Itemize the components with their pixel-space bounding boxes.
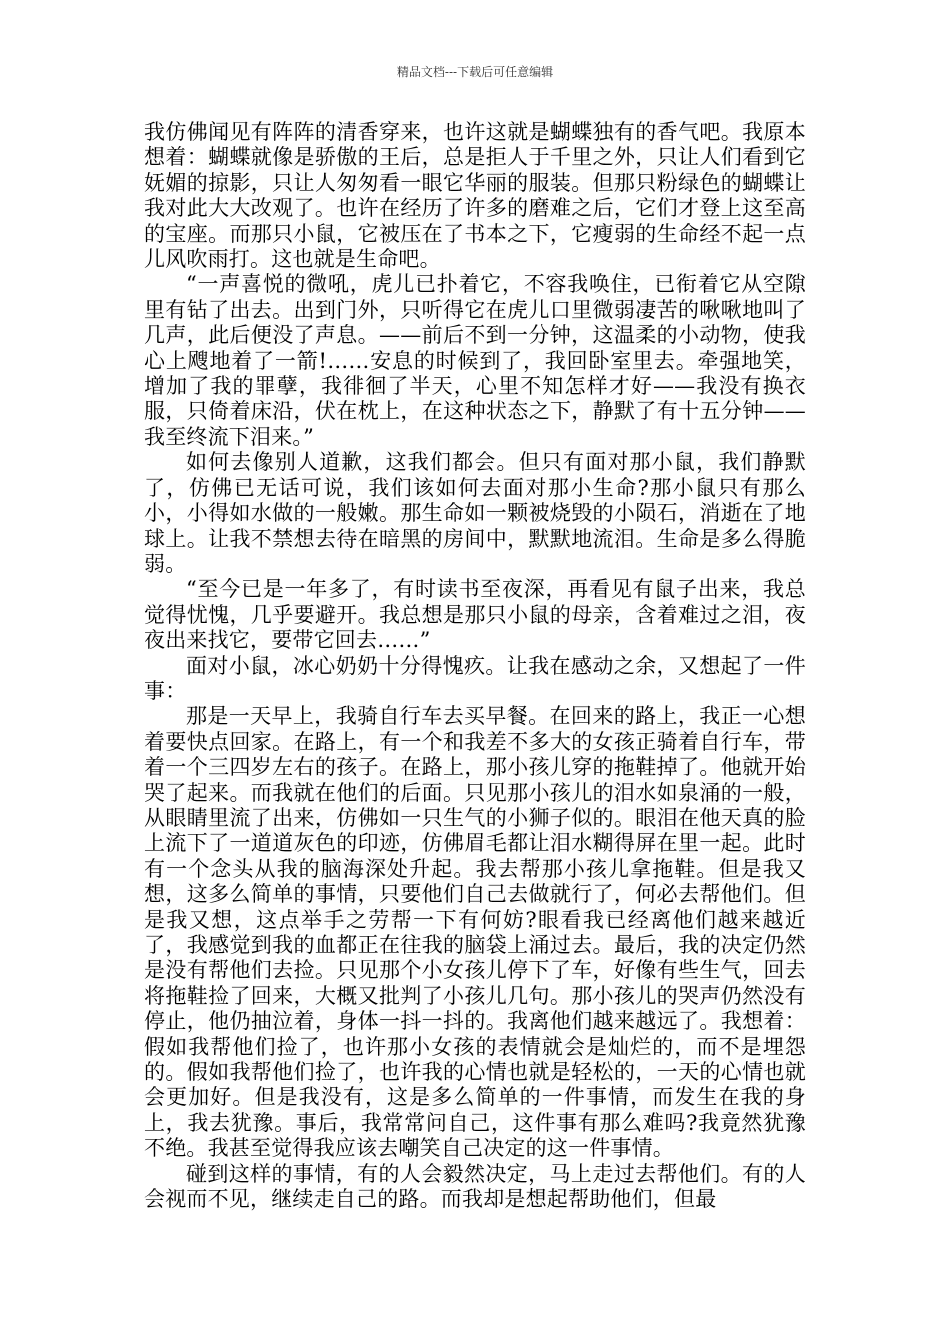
paragraph-6: 那是一天早上，我骑自行车去买早餐。在回来的路上，我正一心想着要快点回家。在路上，有一个和我差不多大的女孩正骑着自行车，带着一个三四岁左右的孩子。在路上，那小孩儿穿的拖鞋掉了。他就开始哭了起来。而我就在他们的后面。只见那小孩儿的泪水如泉涌的一般，从眼睛里流了出来，仿佛如一只生气的小狮子似的。眼泪在他天真的脸上流下了一道道灰色的印迹，仿佛眉毛都让泪水糊得屏在里一起。此时有一个念头从我的脑海深处升起。我去帮那小孩儿拿拖鞋。但是我又想，这多么简单的事情，只要他们自己去做就行了，何必去帮他们。但是我又想，这点举手之劳帮一下有何妨?眼看我已经离他们越来越近了，我感觉到我的血都正在往我的脑袋上涌过去。最后，我的决定仍然是没有帮他们去捡。只见那个小女孩儿停下了车，好像有些生气，回去将拖鞋捡了回来，大概又批判了小孩儿几句。那小孩儿的哭声仍然没有停止，他仍抽泣着，身体一抖一抖的。我离他们越来越远了。我想着：假如我帮他们捡了，也许那小女孩的表情就会是灿烂的，而不是埋怨的。假如我帮他们捡了，也许我的心情也就是轻松的，一天的心情也就会更加好。但是我没有，这是多么简单的一件事情，而发生在我的身上，我去犹豫。事后，我常常问自己，这件事有那么难吗?我竟然犹豫不绝。我甚至觉得我应该去嘲笑自己决定的这一件事情。 bbox=[144, 704, 806, 1161]
paragraph-7: 碰到这样的事情，有的人会毅然决定，马上走过去帮他们。有的人会视而不见，继续走自己的路。而我却是想起帮助他们，但最 bbox=[144, 1161, 806, 1212]
paragraph-5: 面对小鼠，冰心奶奶十分得愧疚。让我在感动之余，又想起了一件事： bbox=[144, 653, 806, 703]
paragraph-4: “至今已是一年多了，有时读书至夜深，再看见有鼠子出来，我总觉得忧愧，几乎要避开。我总想是那只小鼠的母亲，含着难过之泪，夜夜出来找它，要带它回去……” bbox=[144, 577, 806, 653]
document-body bbox=[144, 120, 806, 1212]
paragraph-3: 如何去像别人道歉，这我们都会。但只有面对那小鼠，我们静默了，仿佛已无话可说，我们该如何去面对那小生命?那小鼠只有那么小，小得如水做的一般嫩。那生命如一颗被烧毁的小陨石，消逝在了地球上。让我不禁想去待在暗黑的房间中，默默地流泪。生命是多么得脆弱。 bbox=[144, 450, 806, 576]
paragraph-2: “一声喜悦的微吼，虎儿已扑着它，不容我唤住，已衔着它从空隙里有钻了出去。出到门外，只听得它在虎儿口里微弱凄苦的啾啾地叫了几声，此后便没了声息。——前后不到一分钟，这温柔的小动物，使我心上飕地着了一箭!……安息的时候到了，我回卧室里去。牵强地笑，增加了我的罪孽，我徘徊了半天，心里不知怎样才好——我没有换衣服，只倚着床沿，伏在枕上，在这种状态之下，静默了有十五分钟——我至终流下泪来。” bbox=[144, 272, 806, 449]
page-header: 精品文档---下载后可任意编辑 bbox=[396, 65, 554, 79]
paragraph-1: 我仿佛闻见有阵阵的清香穿来，也许这就是蝴蝶独有的香气吧。我原本想着：蝴蝶就像是骄傲的王后，总是拒人于千里之外，只让人们看到它妩媚的掠影，只让人匆匆看一眼它华丽的服装。但那只粉绿色的蝴蝶让我对此大大改观了。也许在经历了许多的磨难之后，它们才登上这至高的宝座。而那只小鼠，它被压在了书本之下，它瘦弱的生命经不起一点儿风吹雨打。这也就是生命吧。 bbox=[144, 120, 806, 272]
